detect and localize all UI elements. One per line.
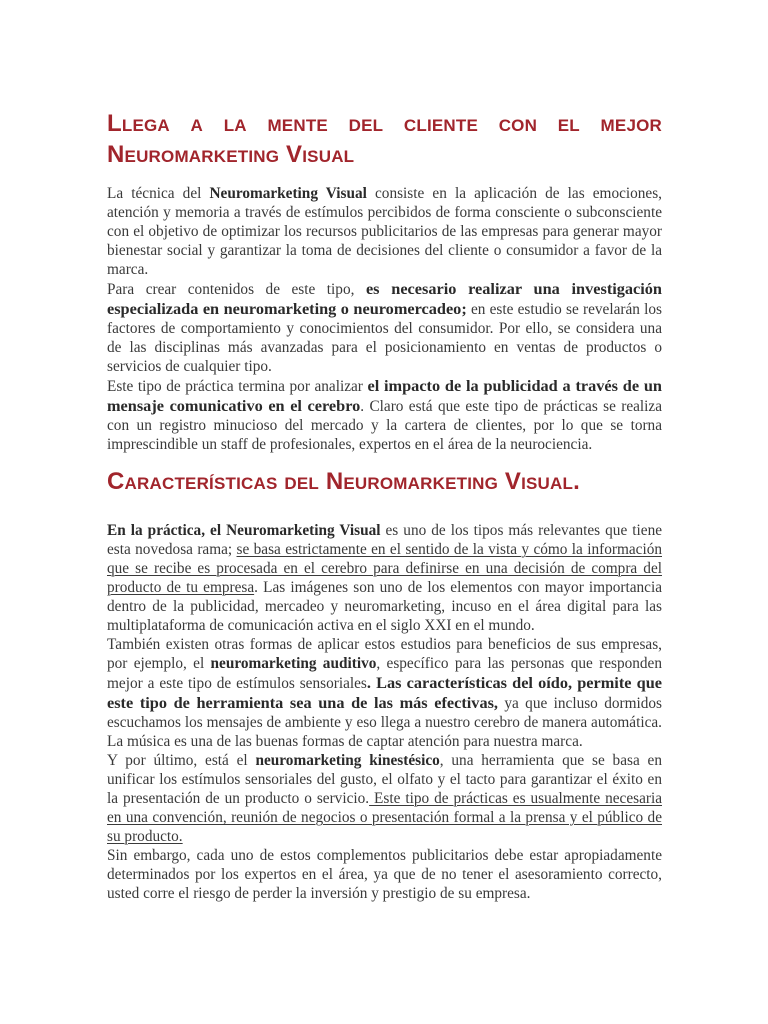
bold-text: neuromarketing auditivo: [210, 655, 377, 672]
text: La técnica del: [107, 185, 210, 202]
text: consiste en la aplicación de las emociones, atención y memoria a través de estímulos percibidos de forma consciente o subconsciente con el objetivo de optimizar los recursos publicitarios de las empresas para generar mayor bienestar social y garantizar la toma de decisiones del cliente o consumidor a favor de la marca.: [107, 185, 662, 278]
bold-text: es necesario realizar una investigación especializada en neuromarketing o neuromercadeo;: [107, 279, 662, 318]
text: Y por último, está el: [107, 752, 256, 769]
text: También existen otras formas de aplicar estos estudios para beneficios de sus empresas, por ejemplo, el: [107, 636, 662, 672]
bold-text: Neuromarketing Visual: [209, 185, 367, 202]
text: . Las imágenes son uno de los elementos con mayor importancia dentro de la publicidad, mercadeo y neuromarketing, incuso en el área digital para las multiplataforma de comunicación activa en el siglo XXI en el mundo.: [107, 579, 662, 634]
paragraph-sin-embargo: Sin embargo, cada uno de estos complementos publicitarios debe estar apropiadamente determinados por los expertos en el área, ya que de no tener el asesoramiento correcto, usted corre el riesgo de perder la inversión y prestigio de su empresa.: [107, 847, 662, 902]
text: es uno de los tipos más relevantes que tiene esta novedosa rama;: [107, 522, 663, 558]
paragraph-impacto-publicidad: [107, 376, 662, 454]
paragraph-neuromarketing-auditivo: [107, 635, 662, 751]
text: . Claro está que este tipo de prácticas se realiza con un registro minucioso del mercado y la cartera de clientes, por lo que se torna imprescindible un staff de profesionales, expertos en el área de la neurociencia.: [107, 398, 662, 453]
bold-text: . Las características del oído, permite que este tipo de herramienta sea una de las más efectivas,: [107, 673, 662, 712]
underlined-text: Este tipo de prácticas es usualmente necesaria en una convención, reunión de negocios o presentación formal a la prensa y el público de su producto.: [107, 790, 662, 845]
paragraph-crear-contenidos: [107, 279, 662, 376]
text: , específico para las personas que responden mejor a este tipo de estímulos sensoriales: [107, 655, 662, 692]
heading-neuromarketing-visual: Llega a la mente del cliente con el mejor Neuromarketing Visual: [107, 110, 662, 168]
paragraph-neuromarketing-kinestesico: [107, 751, 662, 846]
paragraph-tecnica: [107, 184, 662, 279]
text: Para crear contenidos de este tipo,: [107, 281, 366, 298]
bold-text: el impacto de la publicidad a través de un mensaje comunicativo en el cerebro: [107, 376, 662, 415]
document-body: [107, 108, 662, 903]
text: ya que incluso dormidos escuchamos los mensajes de ambiente y eso llega a nuestro cerebro de manera automática. La música es una de las buenas formas de captar atención para nuestra marca.: [107, 695, 662, 750]
bold-text: En la práctica, el Neuromarketing Visual: [107, 522, 381, 539]
heading-caracteristicas: Características del Neuromarketing Visual.: [107, 468, 580, 495]
paragraph-en-la-practica: [107, 521, 662, 635]
bold-text: neuromarketing kinestésico: [255, 752, 440, 769]
text: Este tipo de práctica termina por analizar: [107, 378, 368, 395]
underlined-text: se basa estrictamente en el sentido de la vista y cómo la información que se recibe es procesada en el cerebro para definirse en una decisión de compra del producto de tu empresa: [107, 541, 662, 596]
text: , una herramienta que se basa en unificar los estímulos sensoriales del gusto, el olfato y el tacto para garantizar el éxito en la presentación de un producto o servicio.: [107, 752, 662, 807]
text: en este estudio se revelarán los factores de comportamiento y conocimientos del consumidor. Por ello, se considera una de las disciplinas más avanzadas para el posicionamiento en ventas de productos o servicios de cualquier tipo.: [107, 301, 662, 375]
